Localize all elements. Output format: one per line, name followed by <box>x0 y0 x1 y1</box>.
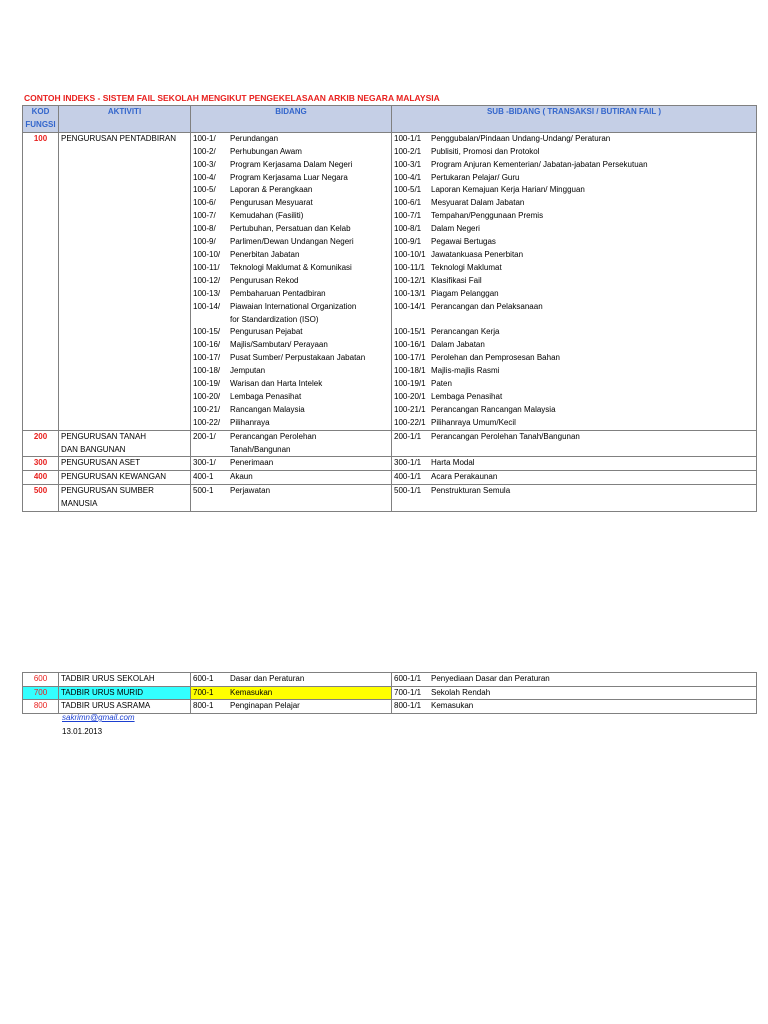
bidang-cell-code: 500-1 <box>193 486 214 496</box>
table-row <box>23 326 757 339</box>
aktiviti-cell <box>59 236 191 249</box>
sub-bidang-cell-code: 600-1/1 <box>394 674 422 683</box>
kod-fungsi-cell <box>23 288 59 301</box>
sub-bidang-cell-text: Penyediaan Dasar dan Peraturan <box>431 674 550 683</box>
kod-fungsi-cell <box>23 444 59 457</box>
kod-fungsi-cell <box>23 159 59 172</box>
kod-fungsi-cell <box>23 262 59 275</box>
bidang-cell <box>191 172 392 185</box>
bidang-cell-text: Penerbitan Jabatan <box>230 249 300 259</box>
bidang-cell-text: Teknologi Maklumat & Komunikasi <box>230 262 352 272</box>
sub-bidang-cell-text: Dalam Negeri <box>431 224 480 234</box>
bidang-cell-code: 200-1/ <box>193 431 216 441</box>
bidang-cell-code: 100-22/ <box>193 417 221 427</box>
kod-fungsi-cell: 100 <box>23 132 59 145</box>
sub-bidang-cell <box>392 471 757 485</box>
bidang-cell <box>191 444 392 457</box>
sub-bidang-cell-text: Acara Perakaunan <box>431 472 498 482</box>
bidang-cell-text: Jemputan <box>230 366 266 376</box>
sub-bidang-cell <box>392 132 757 145</box>
bidang-cell <box>191 197 392 210</box>
bidang-cell <box>191 249 392 262</box>
table-row <box>23 365 757 378</box>
sub-bidang-cell-code: 100-11/1 <box>394 262 425 272</box>
table-row <box>23 430 757 443</box>
bidang-cell <box>191 275 392 288</box>
kod-fungsi-cell: 400 <box>23 471 59 485</box>
table-row <box>23 172 757 185</box>
sub-bidang-cell <box>392 275 757 288</box>
table-row <box>23 700 757 714</box>
kod-fungsi-cell <box>23 391 59 404</box>
index-table-continued <box>22 672 757 714</box>
sub-bidang-cell <box>392 223 757 236</box>
sub-bidang-cell <box>392 301 757 314</box>
bidang-cell <box>191 417 392 430</box>
bidang-cell-code: 100-11/ <box>193 262 220 272</box>
table-row <box>23 159 757 172</box>
aktiviti-cell <box>59 352 191 365</box>
bidang-cell-text: Kemudahan (Fasiliti) <box>230 211 304 221</box>
sub-bidang-cell-code: 100-4/1 <box>394 172 422 182</box>
bidang-cell-text: Perundangan <box>230 133 279 143</box>
bidang-cell-code: 100-10/ <box>193 249 221 259</box>
sub-bidang-cell <box>392 197 757 210</box>
sub-bidang-cell-code: 100-8/1 <box>394 224 422 234</box>
aktiviti-cell <box>59 223 191 236</box>
aktiviti-cell <box>59 326 191 339</box>
sub-bidang-cell-code: 100-6/1 <box>394 198 422 208</box>
sub-bidang-cell-text: Perancangan dan Pelaksanaan <box>431 301 543 311</box>
aktiviti-cell <box>59 288 191 301</box>
sub-bidang-cell-code: 100-17/1 <box>394 353 426 363</box>
table-row <box>23 444 757 457</box>
header-sub-bidang: SUB -BIDANG ( TRANSAKSI / BUTIRAN FAIL ) <box>392 106 757 133</box>
kod-fungsi-cell: 600 <box>23 673 59 687</box>
aktiviti-cell <box>59 184 191 197</box>
table-row <box>23 210 757 223</box>
bidang-cell <box>191 223 392 236</box>
sub-bidang-cell-code: 800-1/1 <box>394 701 422 710</box>
kod-fungsi-cell <box>23 378 59 391</box>
bidang-cell <box>191 146 392 159</box>
bidang-cell-code: 100-18/ <box>193 366 221 376</box>
sub-bidang-cell-code: 100-20/1 <box>394 391 426 401</box>
kod-fungsi-cell <box>23 197 59 210</box>
bidang-cell <box>191 159 392 172</box>
sub-bidang-cell <box>392 686 757 700</box>
bidang-cell <box>191 391 392 404</box>
table-row <box>23 498 757 511</box>
sub-bidang-cell-code: 100-19/1 <box>394 379 426 389</box>
sub-bidang-cell-text: Pertukaran Pelajar/ Guru <box>431 172 520 182</box>
sub-bidang-cell-text: Perancangan Perolehan Tanah/Bangunan <box>431 431 580 441</box>
bidang-cell-text: Majlis/Sambutan/ Perayaan <box>230 340 328 350</box>
sub-bidang-cell <box>392 172 757 185</box>
bidang-cell-text: Tanah/Bangunan <box>230 444 291 454</box>
bidang-cell-code: 100-8/ <box>193 224 216 234</box>
bidang-cell-code: 100-3/ <box>193 159 216 169</box>
aktiviti-cell: TADBIR URUS SEKOLAH <box>59 673 191 687</box>
bidang-cell-code: 100-6/ <box>193 198 216 208</box>
bidang-cell <box>191 326 392 339</box>
table-row <box>23 352 757 365</box>
kod-fungsi-cell <box>23 404 59 417</box>
sub-bidang-cell <box>392 673 757 687</box>
sub-bidang-cell-text: Paten <box>431 379 452 389</box>
table-row <box>23 223 757 236</box>
bidang-cell <box>191 498 392 511</box>
sub-bidang-cell <box>392 485 757 498</box>
aktiviti-cell <box>59 339 191 352</box>
table-row <box>23 236 757 249</box>
bidang-cell-text: Pilihanraya <box>230 417 270 427</box>
sub-bidang-cell <box>392 146 757 159</box>
bidang-cell-text: Kemasukan <box>230 687 273 697</box>
author-email[interactable]: sakrimn@gmail.com <box>62 713 135 722</box>
sub-bidang-cell-code: 100-2/1 <box>394 146 422 156</box>
bidang-cell-code: 100-19/ <box>193 379 221 389</box>
aktiviti-cell: TADBIR URUS MURID <box>59 686 191 700</box>
sub-bidang-cell <box>392 391 757 404</box>
sub-bidang-cell <box>392 314 757 327</box>
kod-fungsi-cell <box>23 146 59 159</box>
header-bidang: BIDANG <box>191 106 392 133</box>
sub-bidang-cell-text: Majlis-majlis Rasmi <box>431 366 500 376</box>
bidang-cell-code: 100-16/ <box>193 340 221 350</box>
table-row <box>23 184 757 197</box>
table-row <box>23 673 757 687</box>
bidang-cell <box>191 339 392 352</box>
bidang-cell-code: 100-20/ <box>193 391 221 401</box>
sub-bidang-cell-text: Publisiti, Promosi dan Protokol <box>431 146 540 156</box>
bidang-cell-text: for Standardization (ISO) <box>230 314 319 324</box>
sub-bidang-cell <box>392 339 757 352</box>
aktiviti-cell <box>59 197 191 210</box>
bidang-cell <box>191 430 392 443</box>
kod-fungsi-cell <box>23 365 59 378</box>
aktiviti-cell <box>59 301 191 314</box>
aktiviti-cell: PENGURUSAN KEWANGAN <box>59 471 191 485</box>
kod-fungsi-cell <box>23 301 59 314</box>
kod-fungsi-cell <box>23 184 59 197</box>
sub-bidang-cell <box>392 430 757 443</box>
sub-bidang-cell-code: 100-5/1 <box>394 185 422 195</box>
bidang-cell-text: Pusat Sumber/ Perpustakaan Jabatan <box>230 353 366 363</box>
sub-bidang-cell-text: Perolehan dan Pemprosesan Bahan <box>431 353 560 363</box>
sub-bidang-cell-code: 100-9/1 <box>394 237 422 247</box>
bidang-cell-code: 100-12/ <box>193 275 221 285</box>
kod-fungsi-cell <box>23 210 59 223</box>
table-row <box>23 391 757 404</box>
sub-bidang-cell-text: Harta Modal <box>431 458 475 468</box>
bidang-cell <box>191 378 392 391</box>
sub-bidang-cell-code: 100-18/1 <box>394 366 426 376</box>
bidang-cell-text: Penginapan Pelajar <box>230 701 300 710</box>
bidang-cell-code: 800-1 <box>193 701 214 710</box>
bidang-cell-text: Perancangan Perolehan <box>230 431 317 441</box>
kod-fungsi-cell <box>23 498 59 511</box>
sub-bidang-cell <box>392 404 757 417</box>
sub-bidang-cell-code: 100-10/1 <box>394 249 426 259</box>
table-row <box>23 288 757 301</box>
bidang-cell-text: Perhubungan Awam <box>230 146 302 156</box>
table-row <box>23 301 757 314</box>
aktiviti-cell: PENGURUSAN SUMBER <box>59 485 191 498</box>
kod-fungsi-cell: 700 <box>23 686 59 700</box>
sub-bidang-cell-text: Jawatankuasa Penerbitan <box>431 249 524 259</box>
bidang-cell-code: 400-1 <box>193 472 214 482</box>
sub-bidang-cell-code: 100-15/1 <box>394 327 426 337</box>
table-row <box>23 404 757 417</box>
kod-fungsi-cell: 800 <box>23 700 59 714</box>
document-title: CONTOH INDEKS - SISTEM FAIL SEKOLAH MENGIKUT PENGEKELASAAN ARKIB NEGARA MALAYSIA <box>24 93 440 103</box>
sub-bidang-cell <box>392 159 757 172</box>
bidang-cell-text: Rancangan Malaysia <box>230 404 305 414</box>
kod-fungsi-cell <box>23 352 59 365</box>
sub-bidang-cell-code: 500-1/1 <box>394 486 422 496</box>
bidang-cell <box>191 352 392 365</box>
table-row <box>23 686 757 700</box>
bidang-cell-code: 100-15/ <box>193 327 221 337</box>
sub-bidang-cell-text: Program Anjuran Kementerian/ Jabatan-jabatan Persekutuan <box>431 159 648 169</box>
bidang-cell <box>191 262 392 275</box>
sub-bidang-cell-code: 300-1/1 <box>394 458 422 468</box>
bidang-cell <box>191 288 392 301</box>
sub-bidang-cell <box>392 236 757 249</box>
aktiviti-cell <box>59 391 191 404</box>
sub-bidang-cell-text: Teknologi Maklumat <box>431 262 502 272</box>
bidang-cell-code: 100-21/ <box>193 404 221 414</box>
sub-bidang-cell-text: Dalam Jabatan <box>431 340 485 350</box>
aktiviti-cell: MANUSIA <box>59 498 191 511</box>
bidang-cell-code: 100-17/ <box>193 353 221 363</box>
bidang-cell <box>191 210 392 223</box>
bidang-cell-text: Laporan & Perangkaan <box>230 185 313 195</box>
bidang-cell <box>191 700 392 714</box>
aktiviti-cell <box>59 404 191 417</box>
bidang-cell <box>191 301 392 314</box>
sub-bidang-cell-code: 100-22/1 <box>394 417 426 427</box>
sub-bidang-cell <box>392 365 757 378</box>
sub-bidang-cell-text: Laporan Kemajuan Kerja Harian/ Mingguan <box>431 185 585 195</box>
aktiviti-cell <box>59 314 191 327</box>
sub-bidang-cell <box>392 352 757 365</box>
kod-fungsi-cell <box>23 326 59 339</box>
aktiviti-cell <box>59 249 191 262</box>
bidang-cell-text: Penerimaan <box>230 458 274 468</box>
sub-bidang-cell-code: 100-7/1 <box>394 211 422 221</box>
sub-bidang-cell <box>392 417 757 430</box>
kod-fungsi-cell <box>23 236 59 249</box>
aktiviti-cell <box>59 262 191 275</box>
bidang-cell-code: 100-9/ <box>193 237 216 247</box>
bidang-cell-text: Perjawatan <box>230 486 271 496</box>
kod-fungsi-cell <box>23 172 59 185</box>
table-row <box>23 132 757 145</box>
sub-bidang-cell-code: 100-13/1 <box>394 288 426 298</box>
bidang-cell-code: 100-7/ <box>193 211 216 221</box>
sub-bidang-cell-code: 400-1/1 <box>394 472 422 482</box>
bidang-cell-code: 300-1/ <box>193 458 216 468</box>
sub-bidang-cell-text: Perancangan Kerja <box>431 327 500 337</box>
table-row <box>23 262 757 275</box>
sub-bidang-cell <box>392 444 757 457</box>
bidang-cell-text: Pertubuhan, Persatuan dan Kelab <box>230 224 351 234</box>
table-row <box>23 485 757 498</box>
table-row <box>23 146 757 159</box>
sub-bidang-cell-text: Kemasukan <box>431 701 474 710</box>
bidang-cell-code: 100-5/ <box>193 185 216 195</box>
sub-bidang-cell-text: Penstrukturan Semula <box>431 486 511 496</box>
bidang-cell <box>191 236 392 249</box>
table-row <box>23 417 757 430</box>
sub-bidang-cell <box>392 700 757 714</box>
sub-bidang-cell-text: Tempahan/Penggunaan Premis <box>431 211 544 221</box>
sub-bidang-cell <box>392 326 757 339</box>
bidang-cell-text: Warisan dan Harta Intelek <box>230 379 323 389</box>
header-aktiviti: AKTIVITI <box>59 106 191 133</box>
bidang-cell <box>191 132 392 145</box>
sub-bidang-cell <box>392 288 757 301</box>
sub-bidang-cell <box>392 210 757 223</box>
sub-bidang-cell-code: 100-12/1 <box>394 275 426 285</box>
aktiviti-cell <box>59 146 191 159</box>
table-row <box>23 249 757 262</box>
kod-fungsi-cell: 500 <box>23 485 59 498</box>
bidang-cell-code: 100-1/ <box>193 133 216 143</box>
aktiviti-cell: PENGURUSAN PENTADBIRAN <box>59 132 191 145</box>
document-date: 13.01.2013 <box>62 727 103 736</box>
sub-bidang-cell-text: Lembaga Penasihat <box>431 391 503 401</box>
aktiviti-cell <box>59 159 191 172</box>
aktiviti-cell <box>59 210 191 223</box>
sub-bidang-cell-code: 100-14/1 <box>394 301 426 311</box>
bidang-cell-text: Parlimen/Dewan Undangan Negeri <box>230 237 354 247</box>
sub-bidang-cell-code: 700-1/1 <box>394 687 422 697</box>
sub-bidang-cell-text: Sekolah Rendah <box>431 687 491 697</box>
bidang-cell-text: Program Kerjasama Dalam Negeri <box>230 159 353 169</box>
sub-bidang-cell <box>392 262 757 275</box>
bidang-cell-text: Lembaga Penasihat <box>230 391 302 401</box>
table-row <box>23 314 757 327</box>
bidang-cell-code: 600-1 <box>193 674 214 683</box>
bidang-cell <box>191 404 392 417</box>
bidang-cell <box>191 686 392 700</box>
sub-bidang-cell-code: 100-3/1 <box>394 159 422 169</box>
bidang-cell <box>191 184 392 197</box>
kod-fungsi-cell <box>23 223 59 236</box>
sub-bidang-cell-text: Mesyuarat Dalam Jabatan <box>431 198 525 208</box>
sub-bidang-cell-text: Penggubalan/Pindaan Undang-Undang/ Peraturan <box>431 133 611 143</box>
sub-bidang-cell <box>392 184 757 197</box>
kod-fungsi-cell <box>23 249 59 262</box>
bidang-cell-text: Pengurusan Mesyuarat <box>230 198 313 208</box>
sub-bidang-cell-code: 100-1/1 <box>394 133 422 143</box>
table-row <box>23 197 757 210</box>
aktiviti-cell <box>59 365 191 378</box>
sub-bidang-cell <box>392 498 757 511</box>
index-table <box>22 105 757 512</box>
bidang-cell <box>191 471 392 485</box>
table-row <box>23 275 757 288</box>
table-row <box>23 378 757 391</box>
table-row <box>23 457 757 471</box>
sub-bidang-cell <box>392 249 757 262</box>
sub-bidang-cell-text: Klasifikasi Fail <box>431 275 482 285</box>
bidang-cell-code: 100-13/ <box>193 288 221 298</box>
bidang-cell-text: Dasar dan Peraturan <box>230 674 305 683</box>
kod-fungsi-cell: 300 <box>23 457 59 471</box>
sub-bidang-cell-text: Pilihanraya Umum/Kecil <box>431 417 516 427</box>
sub-bidang-cell-text: Perancangan Rancangan Malaysia <box>431 404 556 414</box>
bidang-cell <box>191 365 392 378</box>
table-header-row <box>23 106 757 133</box>
bidang-cell-code: 100-14/ <box>193 301 221 311</box>
bidang-cell-text: Piawaian International Organization <box>230 301 357 311</box>
bidang-cell-text: Akaun <box>230 472 253 482</box>
kod-fungsi-cell: 200 <box>23 430 59 443</box>
bidang-cell-code: 700-1 <box>193 687 214 697</box>
kod-fungsi-cell <box>23 275 59 288</box>
bidang-cell-code: 100-2/ <box>193 146 216 156</box>
sub-bidang-cell-code: 200-1/1 <box>394 431 422 441</box>
kod-fungsi-cell <box>23 417 59 430</box>
table-row <box>23 471 757 485</box>
aktiviti-cell: PENGURUSAN TANAH <box>59 430 191 443</box>
bidang-cell <box>191 485 392 498</box>
bidang-cell <box>191 673 392 687</box>
sub-bidang-cell-code: 100-21/1 <box>394 404 426 414</box>
bidang-cell-text: Pengurusan Pejabat <box>230 327 303 337</box>
bidang-cell <box>191 457 392 471</box>
sub-bidang-cell-text: Piagam Pelanggan <box>431 288 499 298</box>
table-row <box>23 339 757 352</box>
bidang-cell-text: Pembaharuan Pentadbiran <box>230 288 326 298</box>
sub-bidang-cell-code: 100-16/1 <box>394 340 426 350</box>
header-kod-fungsi: KOD FUNGSI <box>23 106 59 133</box>
bidang-cell-text: Program Kerjasama Luar Negara <box>230 172 348 182</box>
bidang-cell-text: Pengurusan Rekod <box>230 275 299 285</box>
aktiviti-cell <box>59 275 191 288</box>
aktiviti-cell: TADBIR URUS ASRAMA <box>59 700 191 714</box>
aktiviti-cell <box>59 172 191 185</box>
bidang-cell-code: 100-4/ <box>193 172 216 182</box>
aktiviti-cell <box>59 417 191 430</box>
sub-bidang-cell-text: Pegawai Bertugas <box>431 237 496 247</box>
aktiviti-cell <box>59 378 191 391</box>
aktiviti-cell: DAN BANGUNAN <box>59 444 191 457</box>
kod-fungsi-cell <box>23 314 59 327</box>
aktiviti-cell: PENGURUSAN ASET <box>59 457 191 471</box>
kod-fungsi-cell <box>23 339 59 352</box>
sub-bidang-cell <box>392 378 757 391</box>
sub-bidang-cell <box>392 457 757 471</box>
bidang-cell <box>191 314 392 327</box>
